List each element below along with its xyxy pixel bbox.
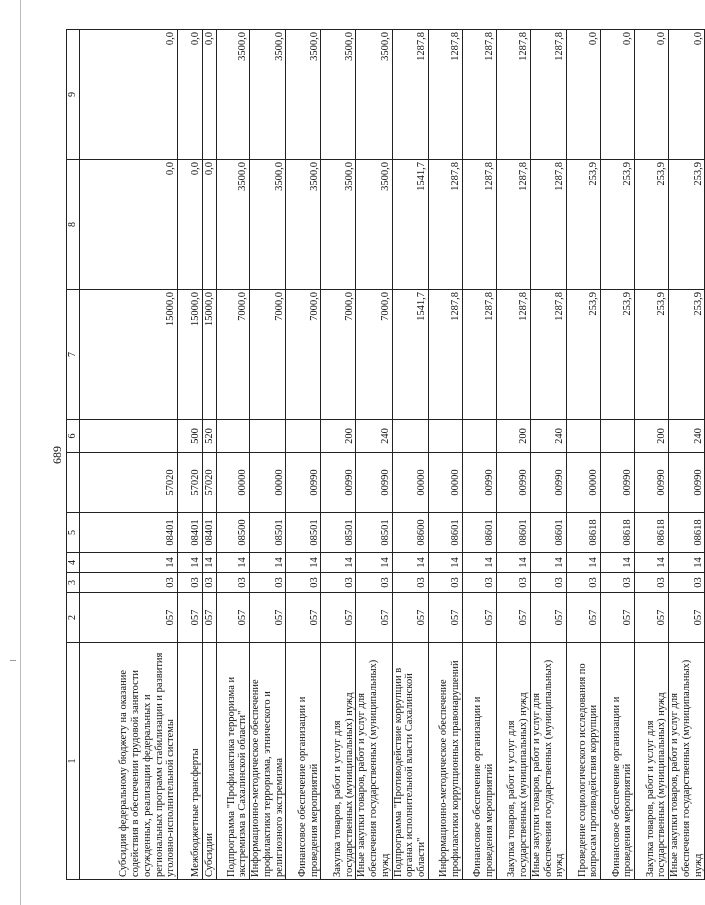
table-row [80,30,178,880]
cell-c2: 057 [462,593,496,643]
cell-c5a: 08601 [462,513,496,553]
cell-c5b: 00000 [217,453,250,513]
cell-c5b: 00000 [392,453,428,513]
cell-c5a: 08601 [530,513,566,553]
table-row [428,30,462,880]
cell-c2: 057 [392,593,428,643]
cell-c6 [601,420,635,453]
cell-c2: 057 [178,593,203,643]
cell-c5b: 00000 [567,453,601,513]
table-row [178,30,203,880]
cell-c5a: 08618 [601,513,635,553]
row-description: Закупка товаров, работ и услуг для государственных (муниципальных) нужд [496,643,530,880]
cell-c3: 03 [496,573,530,593]
cell-c7: 7000,0 [286,290,321,420]
row-description: Подпрограмма "Противодействие коррупции в органах исполнительной власти Сахалинской области" [392,643,428,880]
cell-c6 [250,420,286,453]
cell-c7: 15000,0 [203,290,217,420]
cell-c5b: 57020 [178,453,203,513]
row-description: Информационно-методическое обеспечение профилактики коррупционных правонарушений [428,643,462,880]
table-row [203,30,217,880]
cell-c6: 500 [178,420,203,453]
cell-c5b: 00990 [462,453,496,513]
table-row [567,30,601,880]
row-description: Закупка товаров, работ и услуг для государственных (муниципальных) нужд [321,643,356,880]
cell-c6: 200 [496,420,530,453]
cell-c4: 14 [321,553,356,573]
cell-c7: 1541,7 [392,290,428,420]
cell-c6 [428,420,462,453]
row-description: Информационно-методическое обеспечение профилактики терроризма, этнического и религиозного экстремизма [250,643,286,880]
table-row [635,30,669,880]
row-description: Субсидии [203,643,217,880]
cell-c8: 3500,0 [250,160,286,290]
cell-c6 [217,420,250,453]
rotated-document [50,30,704,880]
cell-c7: 7000,0 [250,290,286,420]
cell-c2: 057 [496,593,530,643]
cell-c2: 057 [217,593,250,643]
cell-c9: 3500,0 [356,30,392,160]
cell-c8: 3500,0 [356,160,392,290]
cell-c5a: 08401 [178,513,203,553]
row-description: Проведение социологического исследования по вопросам противодействия коррупции [567,643,601,880]
column-header: 7 [67,290,80,420]
cell-c5b: 57020 [203,453,217,513]
column-header: 4 [67,553,80,573]
cell-c4: 14 [496,553,530,573]
cell-c7: 1287,8 [462,290,496,420]
cell-c4: 14 [250,553,286,573]
row-description: Подпрограмма "Профилактика терроризма и экстремизма в Сахалинской области" [217,643,250,880]
cell-c5b: 00990 [321,453,356,513]
cell-c9: 0,0 [567,30,601,160]
row-description: Межбюджетные трансферты [178,643,203,880]
cell-c6 [286,420,321,453]
cell-c8: 253,9 [669,160,705,290]
cell-c6 [567,420,601,453]
cell-c5a: 08618 [669,513,705,553]
cell-c5b: 00990 [356,453,392,513]
cell-c4: 14 [601,553,635,573]
cell-c4: 14 [530,553,566,573]
row-description: Субсидия федеральному бюджету на оказание содействия в обеспечении трудовой занятости осужденных, реализации федеральных и региональных программ стабилизации и развития уголовно-исполнительной системы [80,643,178,880]
column-header: 8 [67,160,80,290]
cell-c4: 14 [203,553,217,573]
cell-c4: 14 [80,553,178,573]
cell-c3: 03 [530,573,566,593]
cell-c3: 03 [250,573,286,593]
budget-table [66,29,705,880]
cell-c2: 057 [286,593,321,643]
cell-c8: 1541,7 [392,160,428,290]
cell-c2: 057 [530,593,566,643]
cell-c5a: 08501 [356,513,392,553]
table-row [321,30,356,880]
cell-c8: 3500,0 [321,160,356,290]
scan-speck [10,660,16,661]
cell-c9: 0,0 [80,30,178,160]
cell-c5b: 00990 [496,453,530,513]
cell-c9: 0,0 [669,30,705,160]
cell-c8: 1287,8 [530,160,566,290]
cell-c9: 3500,0 [321,30,356,160]
scan-fold-line [20,0,21,905]
cell-c5b: 00000 [428,453,462,513]
cell-c2: 057 [669,593,705,643]
cell-c6 [80,420,178,453]
cell-c5a: 08501 [321,513,356,553]
cell-c3: 03 [567,573,601,593]
cell-c4: 14 [392,553,428,573]
cell-c9: 1287,8 [428,30,462,160]
row-description: Финансовое обеспечение организации и проведения мероприятий [462,643,496,880]
cell-c7: 15000,0 [178,290,203,420]
cell-c4: 14 [286,553,321,573]
cell-c3: 03 [669,573,705,593]
column-header [67,453,80,513]
column-header: 2 [67,593,80,643]
table-row [286,30,321,880]
cell-c2: 057 [428,593,462,643]
cell-c6: 240 [530,420,566,453]
cell-c4: 14 [462,553,496,573]
table-row [462,30,496,880]
cell-c5b: 00990 [669,453,705,513]
column-header: 6 [67,420,80,453]
cell-c7: 7000,0 [356,290,392,420]
cell-c2: 057 [635,593,669,643]
cell-c6 [462,420,496,453]
table-row [217,30,250,880]
cell-c5a: 08618 [635,513,669,553]
cell-c9: 1287,8 [392,30,428,160]
cell-c7: 253,9 [601,290,635,420]
table-row [356,30,392,880]
cell-c3: 03 [601,573,635,593]
cell-c8: 0,0 [80,160,178,290]
cell-c5a: 08401 [80,513,178,553]
cell-c7: 1287,8 [530,290,566,420]
cell-c5a: 08600 [392,513,428,553]
cell-c4: 14 [635,553,669,573]
cell-c3: 03 [428,573,462,593]
table-row [250,30,286,880]
cell-c8: 253,9 [601,160,635,290]
cell-c6: 240 [669,420,705,453]
cell-c7: 15000,0 [80,290,178,420]
cell-c2: 057 [203,593,217,643]
cell-c8: 253,9 [567,160,601,290]
cell-c3: 03 [203,573,217,593]
column-header: 5 [67,513,80,553]
table-body [80,30,705,880]
cell-c8: 253,9 [635,160,669,290]
table-row [669,30,705,880]
cell-c4: 14 [669,553,705,573]
column-header: 3 [67,573,80,593]
cell-c2: 057 [80,593,178,643]
cell-c5a: 08601 [496,513,530,553]
page-number: 689 [50,446,64,464]
cell-c5b: 00000 [250,453,286,513]
cell-c9: 0,0 [178,30,203,160]
cell-c8: 1287,8 [496,160,530,290]
cell-c3: 03 [392,573,428,593]
cell-c4: 14 [428,553,462,573]
cell-c6: 520 [203,420,217,453]
cell-c3: 03 [635,573,669,593]
cell-c5b: 57020 [80,453,178,513]
cell-c7: 253,9 [567,290,601,420]
cell-c5b: 00990 [601,453,635,513]
cell-c9: 0,0 [635,30,669,160]
cell-c3: 03 [217,573,250,593]
cell-c6: 240 [356,420,392,453]
cell-c8: 0,0 [203,160,217,290]
cell-c5a: 08500 [217,513,250,553]
cell-c3: 03 [356,573,392,593]
cell-c2: 057 [567,593,601,643]
cell-c3: 03 [80,573,178,593]
cell-c2: 057 [601,593,635,643]
cell-c8: 0,0 [178,160,203,290]
cell-c9: 1287,8 [530,30,566,160]
header-row [67,30,80,880]
table-row [496,30,530,880]
table-row [530,30,566,880]
table-row [392,30,428,880]
cell-c9: 0,0 [601,30,635,160]
cell-c9: 3500,0 [286,30,321,160]
cell-c7: 1287,8 [496,290,530,420]
cell-c5a: 08601 [428,513,462,553]
column-header: 1 [67,643,80,880]
cell-c3: 03 [178,573,203,593]
cell-c8: 1287,8 [428,160,462,290]
cell-c4: 14 [567,553,601,573]
cell-c9: 0,0 [203,30,217,160]
cell-c9: 3500,0 [250,30,286,160]
cell-c5a: 08501 [250,513,286,553]
cell-c5a: 08618 [567,513,601,553]
cell-c3: 03 [286,573,321,593]
cell-c7: 7000,0 [217,290,250,420]
row-description: Иные закупки товаров, работ и услуг для обеспечения государственных (муниципальных) нужд [356,643,392,880]
cell-c7: 253,9 [635,290,669,420]
row-description: Иные закупки товаров, работ и услуг для обеспечения государственных (муниципальных) нужд [669,643,705,880]
cell-c9: 3500,0 [217,30,250,160]
row-description: Финансовое обеспечение организации и проведения мероприятий [601,643,635,880]
cell-c3: 03 [462,573,496,593]
row-description: Закупка товаров, работ и услуг для государственных (муниципальных) нужд [635,643,669,880]
cell-c8: 1287,8 [462,160,496,290]
column-header: 9 [67,30,80,160]
cell-c8: 3500,0 [217,160,250,290]
table-row [601,30,635,880]
cell-c5b: 00990 [286,453,321,513]
cell-c2: 057 [321,593,356,643]
cell-c4: 14 [178,553,203,573]
cell-c6 [392,420,428,453]
cell-c4: 14 [356,553,392,573]
cell-c5a: 08501 [286,513,321,553]
cell-c9: 1287,8 [462,30,496,160]
cell-c8: 3500,0 [286,160,321,290]
cell-c4: 14 [217,553,250,573]
cell-c7: 253,9 [669,290,705,420]
cell-c6: 200 [635,420,669,453]
cell-c5a: 08401 [203,513,217,553]
row-description: Финансовое обеспечение организации и проведения мероприятий [286,643,321,880]
row-description: Иные закупки товаров, работ и услуг для обеспечения государственных (муниципальных) нужд [530,643,566,880]
cell-c3: 03 [321,573,356,593]
cell-c2: 057 [356,593,392,643]
cell-c2: 057 [250,593,286,643]
cell-c5b: 00990 [635,453,669,513]
cell-c7: 7000,0 [321,290,356,420]
cell-c5b: 00990 [530,453,566,513]
cell-c6: 200 [321,420,356,453]
cell-c9: 1287,8 [496,30,530,160]
cell-c7: 1287,8 [428,290,462,420]
